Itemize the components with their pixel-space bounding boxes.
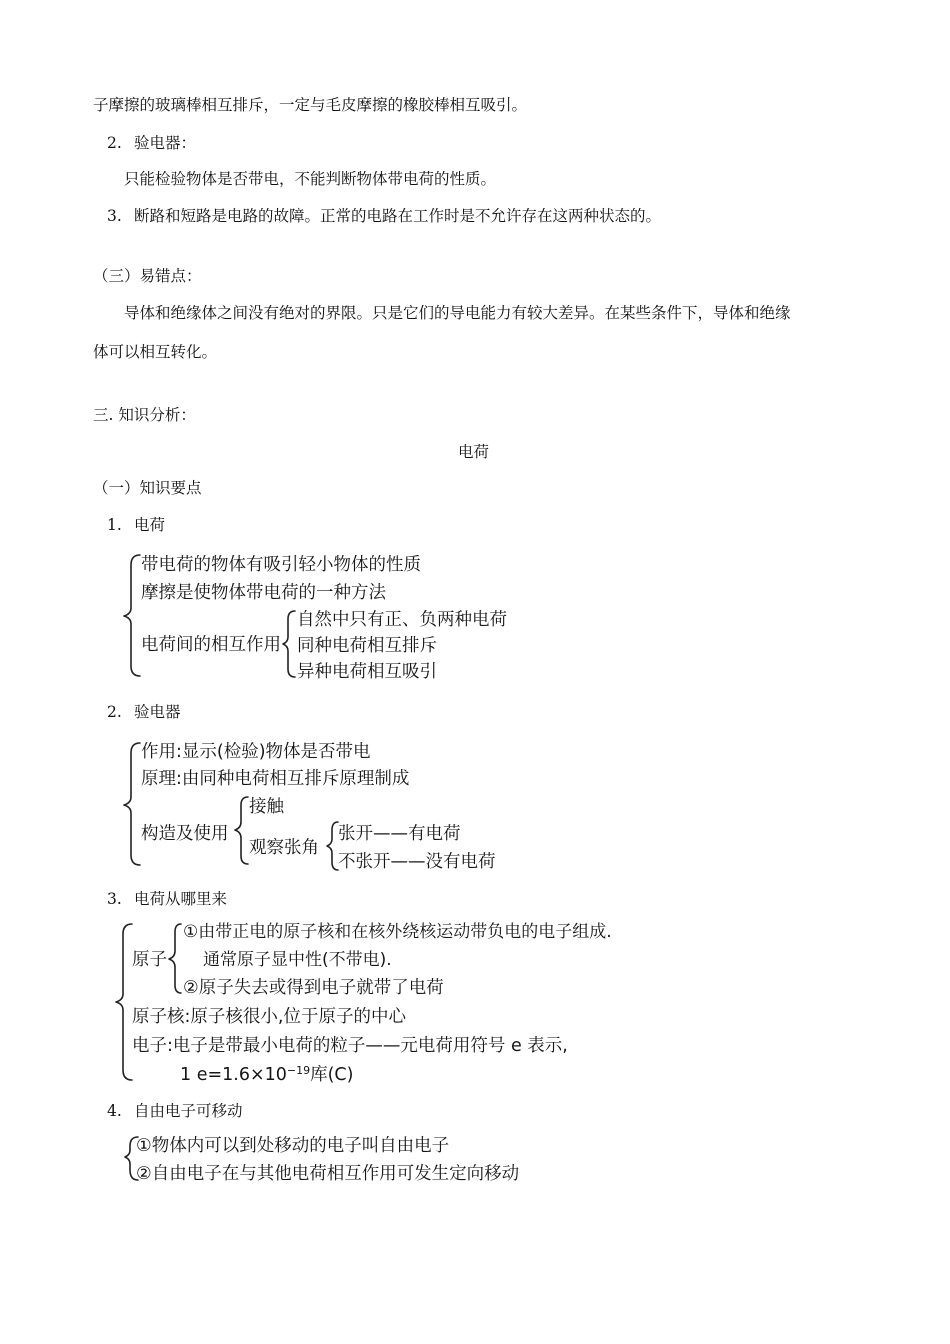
item-title: 验电器 <box>134 703 181 721</box>
item-title: 验电器： <box>134 134 197 152</box>
formula-unit: 库(C) <box>310 1065 354 1085</box>
diagram-text: 原理:由同种电荷相互排斥原理制成 <box>141 769 410 789</box>
item-title: 自由电子可移动 <box>134 1102 243 1120</box>
item-title: 电荷 <box>134 516 166 534</box>
diagram-text: 原子核:原子核很小,位于原子的中心 <box>132 1007 406 1027</box>
diagram-text: 观察张角 <box>249 838 319 858</box>
section-heading: （三）易错点： <box>93 267 202 285</box>
item-body: 断路和短路是电路的故障。正常的电路在工作时是不允许存在这两种状态的。 <box>134 207 662 225</box>
intro-line: 子摩擦的玻璃棒相互排斥，一定与毛皮摩擦的橡胶棒相互吸引。 <box>93 96 528 114</box>
diagram-text: ①由带正电的原子核和在核外绕核运动带负电的电子组成. <box>183 922 612 942</box>
paragraph-line: 体可以相互转化。 <box>93 343 218 361</box>
section-heading: 三. 知识分析： <box>93 406 196 424</box>
diagram-text: 接触 <box>249 797 284 817</box>
diagram-text: 构造及使用 <box>141 824 229 844</box>
center-title: 电荷 <box>458 443 490 461</box>
paragraph-line: 导体和绝缘体之间没有绝对的界限。只是它们的导电能力有较大差异。在某些条件下，导体和绝缘 <box>124 304 791 322</box>
item-number: 4. <box>107 1102 122 1120</box>
diagram-text: 电荷间的相互作用 <box>141 635 281 655</box>
diagram-text: 张开——有电荷 <box>338 824 461 844</box>
item-number: 1. <box>107 516 122 534</box>
diagram-text: ②自由电子在与其他电荷相互作用可发生定向移动 <box>136 1164 520 1184</box>
diagram-text: 通常原子显中性(不带电). <box>203 950 392 970</box>
diagram-text: 作用:显示(检验)物体是否带电 <box>141 742 371 762</box>
diagram-text: 原子 <box>132 950 167 970</box>
diagram-text: 同种电荷相互排斥 <box>297 636 437 656</box>
item-title: 电荷从哪里来 <box>134 890 228 908</box>
diagram-text: 自然中只有正、负两种电荷 <box>297 610 507 630</box>
diagram-text: 异种电荷相互吸引 <box>297 662 437 682</box>
sub-heading: （一）知识要点 <box>93 479 202 497</box>
diagram-text: ①物体内可以到处移动的电子叫自由电子 <box>136 1136 450 1156</box>
formula-base: 1 e=1.6×10 <box>180 1065 287 1085</box>
item-body: 只能检验物体是否带电，不能判断物体带电荷的性质。 <box>124 170 497 188</box>
diagram-text: ②原子失去或得到电子就带了电荷 <box>183 978 444 998</box>
item-number: 3. <box>107 890 122 908</box>
formula-exponent: −19 <box>286 1064 311 1077</box>
item-number: 2. <box>107 703 122 721</box>
diagram-text: 电子:电子是带最小电荷的粒子——元电荷用符号 e 表示, <box>132 1036 568 1056</box>
diagram-text: 不张开——没有电荷 <box>338 852 496 872</box>
diagram-text: 带电荷的物体有吸引轻小物体的性质 <box>141 555 421 575</box>
charge-formula <box>180 1064 353 1086</box>
diagram-text: 摩擦是使物体带电荷的一种方法 <box>141 583 386 603</box>
item-number: 3. <box>107 207 122 225</box>
item-number: 2. <box>107 134 122 152</box>
